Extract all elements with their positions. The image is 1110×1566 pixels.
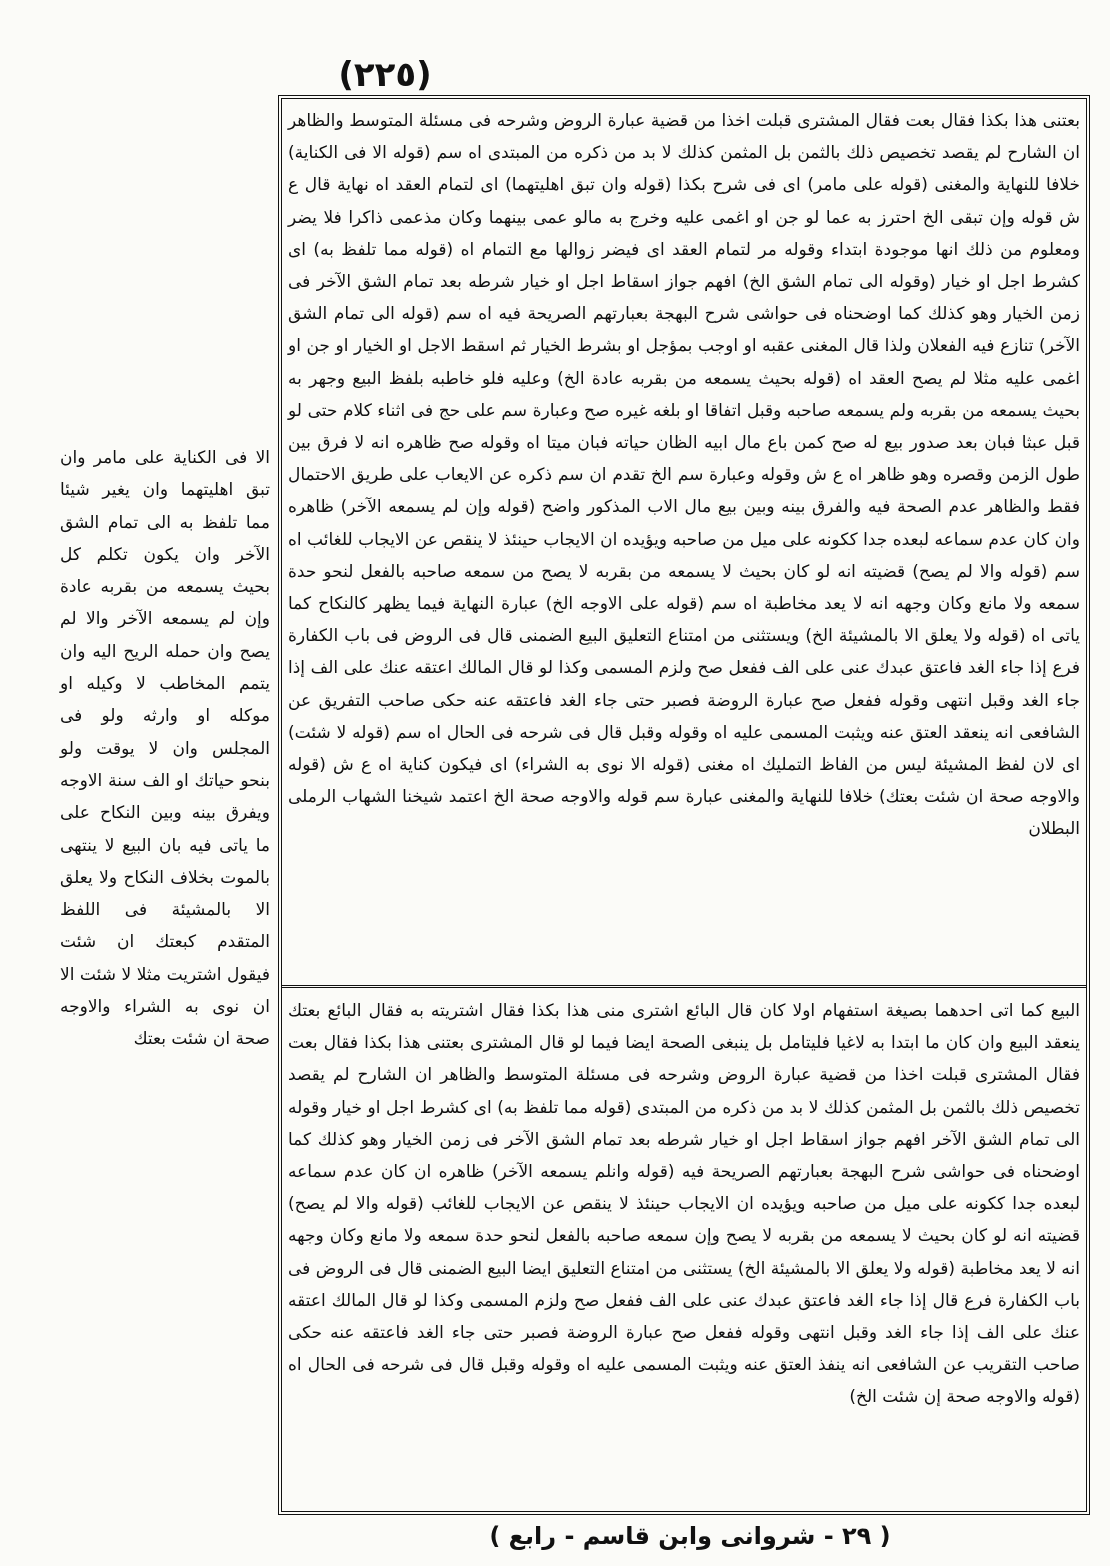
top-commentary-text: بعتنى هذا بكذا فقال بعت فقال المشترى قبلت اخذا من قضية عبارة الروض وشرحه فى مسئلة المتوسط والظاهر ان الشارح لم يقصد تخصيص ذلك بالثمن بل المثمن كذلك لا بد من ذكره من المبتدى اه سم (قوله الا فى الكناية) خلافا للنهاية والمغنى (قوله على مامر) اى فى شرح بكذا (قوله وان تبق اهليتهما) اى لتمام العقد اه نهاية قال ع ش قوله وإن تبقى الخ احترز به عما لو جن او اغمى عليه وخرج به مالو عمى بينهما وكان مذعمى ذاكرا فلا يضر ومعلوم من ذلك انها موجودة ابتداء وقوله مر لتمام العقد اى فيضر زوالها مع التمام اه (قوله مما تلفظ به) اى كشرط اجل او خيار (وقوله الى تمام الشق الخ) افهم جواز اسقاط اجل او خيار شرطه بعد تمام الشق الآخر فى زمن الخيار وهو كذلك كما اوضحناه فى حواشى شرح البهجة بعبارتهم الصريحة فيه اه سم (قوله الى تمام الشق الآخر) تنازع فيه الفعلان ولذا قال المغنى عقبه او اوجب بمؤجل او بشرط الخيار ثم اسقط الاجل او الخيار او جن او اغمى عليه مثلا لم يصح العقد اه (قوله بحيث يسمعه من بقربه عادة الخ) وعليه فلو خاطبه بلفظ البيع وجهر به بحيث يسمعه من بقربه ولم يسمعه صاحبه وقبل اتفاقا او بلغه غيره صح وعبارة سم على حج فى اثناء كلام حتى لو قبل عبثا فبان بعد صدور بيع له صح كمن باع مال ابيه الظان حياته فبان ميتا اه وقوله صح ظاهره انه لا فرق بين طول الزمن وقصره وهو ظاهر اه ع ش وقوله وعبارة سم الخ تقدم ان سم ذكره عن الايعاب على طريق الاحتمال فقط والظاهر عدم الصحة فيه والفرق بينه وبين بيع مال الاب المذكور واضح (قوله وإن لم يسمعه الآخر) ظاهره وان كان عدم سماعه لبعده جدا ككونه على ميل من صاحبه ويؤيده ان الايجاب حينئذ لا ينقص عن الايجاب للغائب اه سم (قوله والا لم يصح) قضيته انه لو كان بحيث لا يسمعه من بقربه لا يصح من سمعه صاحبه بالفعل لنحو حدة سمعه ولا مانع وكان وجهه انه لا يعد مخاطبة اه سم (قوله على الاوجه الخ) عبارة النهاية فيما يظهر كالنكاح كما ياتى اه (قوله ولا يعلق الا بالمشيئة الخ) ويستثنى من امتناع التعليق البيع الضمنى قال فى الروض فى باب الكفارة فرع إذا جاء الغد فاعتق عبدك عنى على الف ففعل صح ولزم المسمى وكذا لو قال المالك اعتقه عنك على الف إذا جاء الغد وقبل انتهى وقوله ففعل صح عبارة الروضة فصبر حتى جاء الغد فاعتقه عنه حكى صاحب التفريق عن الشافعى انه ينعقد العتق عنه ويثبت المسمى عليه اه وقوله وقبل قال فى شرحه فى الحال اه سم (قوله لا شئت) اى لان لفظ المشيئة ليس من الفاظ التمليك اه مغنى (قوله الا نوى به الشراء) اى فيكون كناية اه ع ش (قوله والاوجه صحة ان شئت بعتك) خلافا للنهاية والمغنى عبارة سم قوله والاوجه صحة الخ اعتمد شيخنا الشهاب الرملى البطلان [288,111,1080,840]
panel-divider [282,985,1086,988]
margin-note [60,425,270,1050]
bottom-commentary-text: البيع كما اتى احدهما بصيغة استفهام اولا كان قال البائع اشترى منى هذا بكذا فقال اشتريته به فقال البائع بعتك ينعقد البيع وان كان ما ابتدا به لاغيا فليتامل بل ينبغى الصحة ايضا فيما لو قال المشترى بعتنى هذا بكذا فقال بعت فقال المشترى قبلت اخذا من قضية عبارة الروض وشرحه فى مسئلة المتوسط والظاهر ان الشارح لم يقصد تخصيص ذلك بالثمن بل المثمن كذلك لا بد من ذكره من المبتدى (قوله مما تلفظ به) اى كشرط اجل او خيار وقوله الى تمام الشق الآخر افهم جواز اسقاط اجل او خيار شرطه بعد تمام الشق الآخر فى زمن الخيار وهو كذلك كما اوضحناه فى حواشى شرح البهجة بعبارتهم الصريحة فيه (قوله وانلم يسمعه الآخر) ظاهره ان كان عدم سماعه لبعده جدا ككونه على ميل من صاحبه ويؤيده ان الايجاب حينئذ لا ينقص عن الايجاب للغائب (قوله والا لم يصح) قضيته انه لو كان بحيث لا يسمعه من بقربه لا يصح وإن سمعه صاحبه بالفعل لنحو حدة سمعه ولا مانع وكان وجهه انه لا يعد مخاطبة (قوله ولا يعلق الا بالمشيئة الخ) يستثنى من امتناع التعليق ايضا البيع الضمنى قال فى الروض فى باب الكفارة فرع قال إذا جاء الغد فاعتق عبدك عنى على الف ففعل صح ولزم المسمى وكذا لو قال المالك اعتقه عنك على الف إذا جاء الغد وقبل انتهى وقوله ففعل صح عبارة الروضة فصبر حتى جاء الغد فاعتقه عنه حكى صاحب التقريب عن الشافعى انه ينفذ العتق عنه ويثبت المسمى عليه اه وقوله وقبل قال فى شرحه فى الحال اه (قوله والاوجه صحة إن شئت الخ) [288,1001,1080,1408]
top-commentary-panel [288,105,1080,977]
margin-note-text: الا فى الكناية على مامر وان تبق اهليتهما وان يغير شيئا مما تلفظ به الى تمام الشق الآخر وان يكون تكلم كل بحيث يسمعه من بقربه عادة وإن لم يسمعه الآخر والا لم يصح وان حمله الريح اليه وان يتمم المخاطب لا وكيله او موكله او وارثه ولو فى المجلس وان لا يوقت ولو بنحو حياتك او الف سنة الاوجه ويفرق بينه وبين النكاح على ما ياتى فيه بان البيع لا ينتهى بالموت بخلاف النكاح ولا يعلق الا بالمشيئة فى اللفظ المتقدم كبعتك ان شئت فيقول اشتريت مثلا لا شئت الا ان نوى به الشراء والاوجه صحة ان شئت بعتك [60,448,270,1050]
page-footer: ( ٢٩ - شروانى وابن قاسم - رابع ) [489,1522,891,1550]
page-number: (٢٢٥) [338,55,432,95]
commentary-frame [278,95,1090,1515]
bottom-commentary-panel [288,995,1080,1505]
